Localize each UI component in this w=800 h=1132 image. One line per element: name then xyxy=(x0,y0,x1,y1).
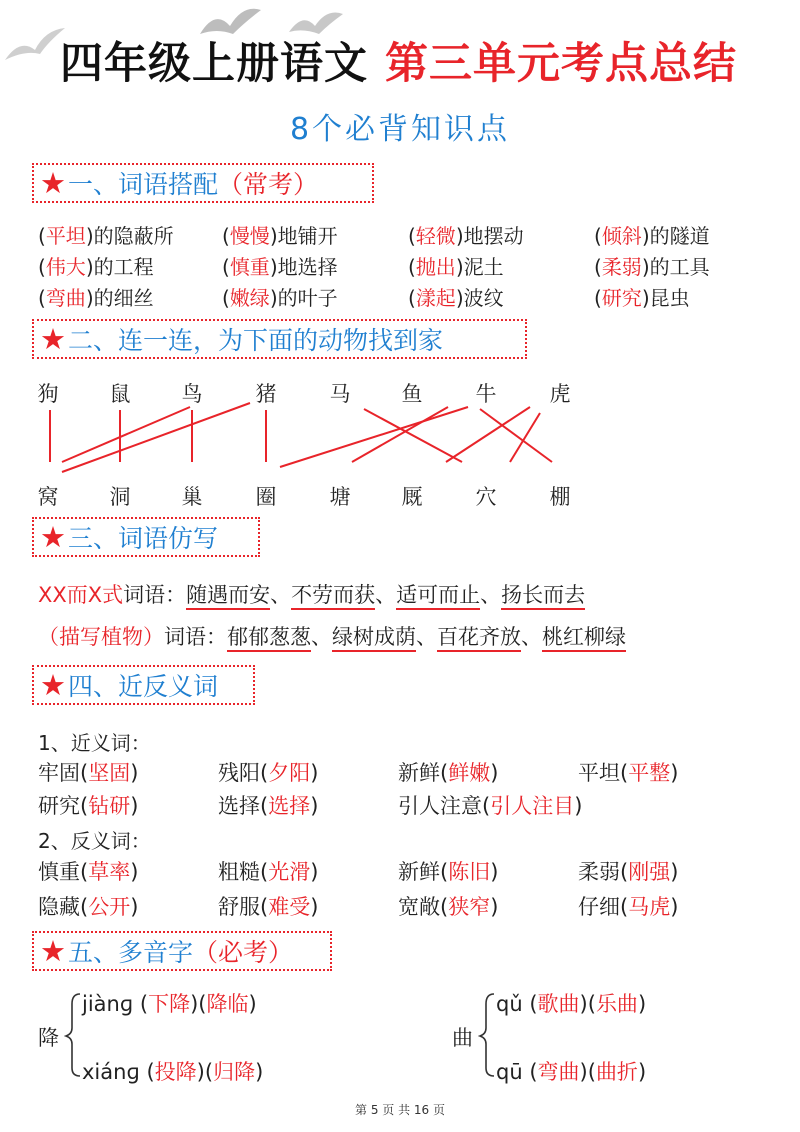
collocation-suffix: 泥土 xyxy=(463,255,504,279)
related-word: 马虎 xyxy=(628,895,671,919)
star-icon: ★ xyxy=(40,934,66,968)
word: 新鲜 xyxy=(398,761,440,785)
match-line xyxy=(280,407,468,467)
collocation-item: (漾起)波纹 xyxy=(408,286,504,310)
collocation-suffix: 昆虫 xyxy=(649,286,690,310)
collocation-suffix: 的隐蔽所 xyxy=(93,224,174,248)
imitation-line-2: （描写植物）词语：郁郁葱葱、绿树成荫、百花齐放、桃红柳绿 xyxy=(38,621,626,651)
polyphone-word: 歌曲 xyxy=(537,992,580,1016)
related-word: 难受 xyxy=(268,895,311,919)
page-title-left: 四年级上册语文 xyxy=(60,39,368,89)
word: 牢固 xyxy=(38,761,80,785)
word: 柔弱 xyxy=(578,860,620,884)
home-word: 洞 xyxy=(109,485,131,509)
collocation-word: 柔弱 xyxy=(601,255,642,279)
polyphone-word: 乐曲 xyxy=(595,992,638,1016)
word: 引人注意 xyxy=(398,794,482,818)
antonym-title: 2、反义词： xyxy=(38,829,151,853)
animal-word: 猪 xyxy=(255,382,277,406)
related-word: 平整 xyxy=(628,761,671,785)
collocation-word: 倾斜 xyxy=(601,224,642,248)
section-3-heading: ★三、词语仿写 xyxy=(32,517,260,557)
word: 仔细 xyxy=(578,895,620,919)
page-footer: 第 5 页 共 16 页 xyxy=(355,1103,445,1117)
collocation-suffix: 地摆动 xyxy=(463,224,524,248)
match-line xyxy=(352,407,448,462)
animal-word: 鸟 xyxy=(181,382,203,406)
polyphone-char: 降 xyxy=(38,1026,59,1050)
imitation-line-1: XX而X式词语：随遇而安、不劳而获、适可而止、扬长而去 xyxy=(38,579,585,609)
collocation-item: (慎重)地选择 xyxy=(222,255,338,279)
imitation-word: 不劳而获 xyxy=(291,583,375,610)
section-4-heading: ★四、近反义词 xyxy=(32,665,255,705)
animal-word: 狗 xyxy=(37,382,59,406)
collocation-word: 慎重 xyxy=(229,255,270,279)
related-word: 引人注目 xyxy=(490,794,575,818)
page-subtitle: 8个必背知识点 xyxy=(289,112,511,147)
related-word: 草率 xyxy=(88,860,131,884)
polyphone-reading: qǔ (歌曲)(乐曲) xyxy=(496,992,647,1016)
word-pair: 牢固(坚固) xyxy=(38,761,139,785)
related-word: 光滑 xyxy=(268,860,311,884)
imitation-word: 扬长而去 xyxy=(501,583,585,610)
word-pair: 新鲜(陈旧) xyxy=(398,860,499,884)
match-line xyxy=(510,413,540,462)
word: 选择 xyxy=(218,794,260,818)
word-pair: 引人注意(引人注目) xyxy=(398,794,583,818)
collocation-suffix: 的工具 xyxy=(649,255,710,279)
imitation-word: 绿树成荫 xyxy=(332,625,416,652)
collocation-word: 抛出 xyxy=(415,255,456,279)
imitation-word: 桃红柳绿 xyxy=(542,625,626,652)
pinyin: jiànɡ xyxy=(82,992,134,1016)
pinyin: xiánɡ xyxy=(82,1060,140,1084)
word-pair: 选择(选择) xyxy=(218,794,319,818)
collocation-word: 嫩绿 xyxy=(229,286,270,310)
imitation-word: 随遇而安 xyxy=(186,583,270,610)
related-word: 陈旧 xyxy=(448,860,491,884)
imitation-word: 郁郁葱葱 xyxy=(227,625,311,652)
star-icon: ★ xyxy=(40,520,66,554)
word-pair: 仔细(马虎) xyxy=(578,895,679,919)
related-word: 坚固 xyxy=(88,761,131,785)
collocation-item: (弯曲)的细丝 xyxy=(38,286,154,310)
animal-word: 虎 xyxy=(549,382,571,406)
brace-icon xyxy=(64,990,84,1080)
polyphone-word: 弯曲 xyxy=(537,1060,580,1084)
related-word: 公开 xyxy=(88,895,131,919)
related-word: 选择 xyxy=(268,794,311,818)
section-5-heading: ★五、多音字（必考） xyxy=(32,931,332,971)
polyphone-word: 曲折 xyxy=(595,1060,638,1084)
collocation-item: (柔弱)的工具 xyxy=(594,255,710,279)
word: 宽敞 xyxy=(398,895,440,919)
word: 新鲜 xyxy=(398,860,440,884)
brace-icon xyxy=(478,990,498,1080)
collocation-word: 平坦 xyxy=(45,224,86,248)
collocation-suffix: 地铺开 xyxy=(277,224,338,248)
related-word: 刚强 xyxy=(628,860,671,884)
word-pair: 残阳(夕阳) xyxy=(218,761,319,785)
section-2-heading: ★二、连一连，为下面的动物找到家 xyxy=(32,319,527,359)
related-word: 钻研 xyxy=(88,794,131,818)
home-word: 塘 xyxy=(329,485,351,509)
polyphone-word: 归降 xyxy=(213,1060,256,1084)
match-line xyxy=(62,407,190,462)
word: 粗糙 xyxy=(218,860,260,884)
word-pair: 慎重(草率) xyxy=(38,860,139,884)
section-1-heading: ★一、词语搭配（常考） xyxy=(32,163,374,203)
word: 平坦 xyxy=(578,761,620,785)
star-icon: ★ xyxy=(40,668,66,702)
home-word: 窝 xyxy=(37,485,59,509)
word-pair: 宽敞(狭窄) xyxy=(398,895,499,919)
collocation-item: (轻微)地摆动 xyxy=(408,224,524,248)
polyphone-word: 下降 xyxy=(148,992,191,1016)
imitation-word: 适可而止 xyxy=(396,583,480,610)
home-word: 圈 xyxy=(255,485,277,509)
collocation-item: (伟大)的工程 xyxy=(38,255,154,279)
animal-word: 马 xyxy=(329,382,351,406)
collocation-suffix: 地选择 xyxy=(277,255,338,279)
page-title-right: 第三单元考点总结 xyxy=(385,39,737,89)
polyphone-reading: qū (弯曲)(曲折) xyxy=(496,1060,647,1084)
collocation-word: 研究 xyxy=(601,286,642,310)
home-word: 棚 xyxy=(549,485,571,509)
word-pair: 研究(钻研) xyxy=(38,794,139,818)
collocation-word: 伟大 xyxy=(45,255,86,279)
collocation-suffix: 的叶子 xyxy=(277,286,338,310)
polyphone-word: 降临 xyxy=(206,992,249,1016)
star-icon: ★ xyxy=(40,166,66,200)
home-word: 穴 xyxy=(475,485,497,509)
related-word: 夕阳 xyxy=(268,761,311,785)
collocation-item: (倾斜)的隧道 xyxy=(594,224,710,248)
collocation-suffix: 波纹 xyxy=(463,286,504,310)
collocation-suffix: 的细丝 xyxy=(93,286,154,310)
word: 残阳 xyxy=(218,761,260,785)
animal-word: 鼠 xyxy=(109,382,131,406)
collocation-suffix: 的隧道 xyxy=(649,224,710,248)
collocation-item: (平坦)的隐蔽所 xyxy=(38,224,174,248)
polyphone-word: 投降 xyxy=(154,1060,197,1084)
word: 舒服 xyxy=(218,895,260,919)
collocation-item: (慢慢)地铺开 xyxy=(222,224,338,248)
pinyin: qū xyxy=(496,1060,523,1084)
related-word: 鲜嫩 xyxy=(448,761,491,785)
word-pair: 新鲜(鲜嫩) xyxy=(398,761,499,785)
word-pair: 平坦(平整) xyxy=(578,761,679,785)
polyphone-reading: jiànɡ (下降)(降临) xyxy=(82,992,257,1016)
star-icon: ★ xyxy=(40,322,66,356)
related-word: 狭窄 xyxy=(448,895,491,919)
word: 慎重 xyxy=(38,860,80,884)
collocation-item: (研究)昆虫 xyxy=(594,286,690,310)
match-line xyxy=(62,403,250,472)
collocation-word: 轻微 xyxy=(415,224,456,248)
collocation-word: 弯曲 xyxy=(45,286,86,310)
polyphone-char: 曲 xyxy=(452,1026,473,1050)
polyphone-reading: xiánɡ (投降)(归降) xyxy=(82,1060,264,1084)
word: 研究 xyxy=(38,794,80,818)
pinyin: qǔ xyxy=(496,992,523,1016)
word: 隐藏 xyxy=(38,895,80,919)
collocation-word: 漾起 xyxy=(415,286,456,310)
word-pair: 隐藏(公开) xyxy=(38,895,139,919)
synonym-title: 1、近义词： xyxy=(38,731,151,755)
word-pair: 柔弱(刚强) xyxy=(578,860,679,884)
word-pair: 舒服(难受) xyxy=(218,895,319,919)
home-word: 巢 xyxy=(181,485,203,509)
animal-word: 鱼 xyxy=(401,382,423,406)
collocation-word: 慢慢 xyxy=(229,224,270,248)
imitation-word: 百花齐放 xyxy=(437,625,521,652)
collocation-suffix: 的工程 xyxy=(93,255,154,279)
collocation-item: (抛出)泥土 xyxy=(408,255,504,279)
home-word: 厩 xyxy=(401,485,423,509)
animal-word: 牛 xyxy=(475,382,497,406)
word-pair: 粗糙(光滑) xyxy=(218,860,319,884)
collocation-item: (嫩绿)的叶子 xyxy=(222,286,338,310)
